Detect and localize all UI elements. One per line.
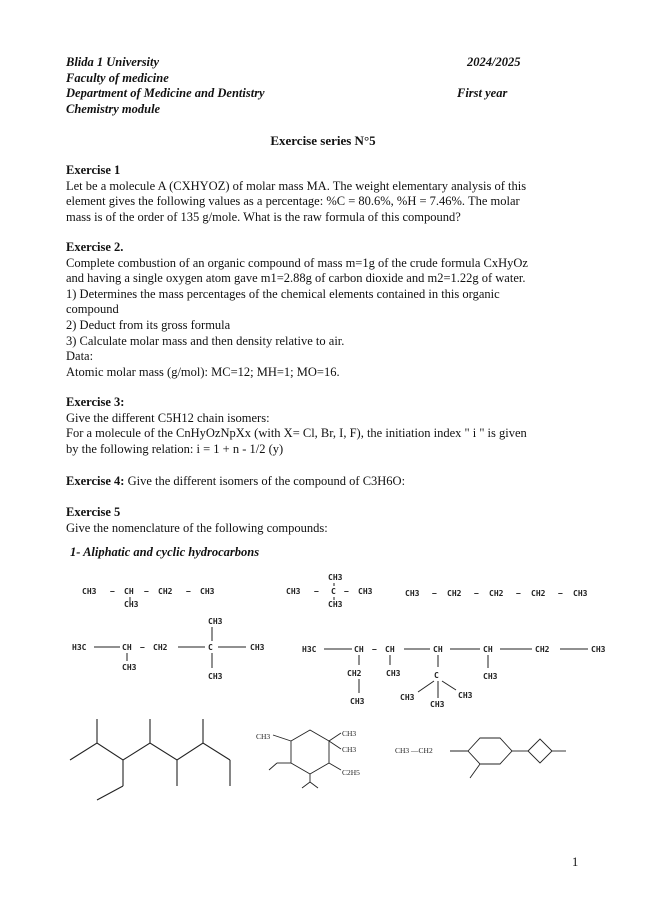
exercise-2-line: and having a single oxygen atom gave m1=2.88g of carbon dioxide and m2=1.22g of water. <box>66 271 526 286</box>
ch2-label: CH2 <box>158 587 173 596</box>
exercise-4-text: Give the different isomers of the compound of C3H6O: <box>124 474 406 488</box>
bond-dash: − <box>344 587 349 596</box>
ch-label: CH <box>124 587 134 596</box>
ch3-label: CH3 <box>358 587 373 596</box>
exercise-2-line: 1) Determines the mass percentages of the chemical elements contained in this organic <box>66 286 500 301</box>
exercise-1-heading: Exercise 1 <box>66 163 121 177</box>
ch-label: CH <box>122 643 132 652</box>
exercise-1-line: element gives the following values as a percentage: %C = 80.6%, %H = 7.46%. The molar <box>66 194 520 209</box>
ch3-label: CH3 <box>573 589 588 598</box>
ch3-label: CH3 <box>328 573 343 582</box>
bond-dash: − <box>186 587 191 596</box>
exercise-2-heading: Exercise 2. <box>66 240 124 254</box>
ch3-label: CH3 <box>386 669 401 678</box>
ch3-label: CH3 <box>256 732 271 741</box>
exercise-2-line: Data: <box>66 349 94 364</box>
c-label: C <box>331 587 336 596</box>
structure-8-rings <box>395 738 566 778</box>
c2h5-label: C2H5 <box>342 768 360 777</box>
exercise-3-line: For a molecule of the CnHyOzNpXx (with X= Cl, Br, I, F), the initiation index " i " is given <box>66 426 527 441</box>
ch-label: CH <box>385 645 395 654</box>
exercise-5-subheading: 1- Aliphatic and cyclic hydrocarbons <box>70 545 260 559</box>
bond-dash: − <box>558 589 563 598</box>
ch3-label: CH3 <box>591 645 606 654</box>
h3c-label: H3C <box>302 645 317 654</box>
exercise-2-line: Complete combustion of an organic compound of mass m=1g of the crude formula CxHyOz <box>66 255 528 270</box>
ch2-label: CH2 <box>535 645 550 654</box>
bond-dash: − <box>110 587 115 596</box>
ch-label: CH <box>433 645 443 654</box>
page-number: 1 <box>572 855 579 869</box>
ch3-label: CH3 <box>458 691 473 700</box>
exercise-3-heading: Exercise 3: <box>66 395 125 409</box>
ch3-label: CH3 <box>328 600 343 609</box>
ch-label: CH <box>483 645 493 654</box>
ch3-label: CH3 <box>342 745 357 754</box>
exercise-2-line: 3) Calculate molar mass and then density relative to air. <box>66 333 345 348</box>
exercise-1-line: mass is of the order of 135 g/mole. What is the raw formula of this compound? <box>66 209 461 224</box>
ch2-label: CH2 <box>447 589 462 598</box>
bond-dash: − <box>314 587 319 596</box>
ch3-label: CH3 <box>124 600 139 609</box>
structure-5 <box>302 645 606 709</box>
header-level: First year <box>457 86 508 100</box>
ch3-label: CH3 <box>200 587 215 596</box>
header-department: Department of Medicine and Dentistry <box>66 86 265 100</box>
bond-dash: − <box>144 587 149 596</box>
bond-dash: − <box>516 589 521 598</box>
ch3-label: CH3 <box>286 587 301 596</box>
ch3-label: CH3 <box>208 617 223 626</box>
ethyl-label: CH3 —CH2 <box>395 746 433 755</box>
structure-4 <box>72 617 265 681</box>
ch2-label: CH2 <box>489 589 504 598</box>
ch3-label: CH3 <box>250 643 265 652</box>
exercise-5-text: Give the nomenclature of the following compounds: <box>66 520 328 535</box>
ch3-label: CH3 <box>122 663 137 672</box>
exercise-2-line: compound <box>66 302 119 317</box>
ch2-label: CH2 <box>531 589 546 598</box>
c-label: C <box>434 671 439 680</box>
structure-1 <box>82 587 215 609</box>
structure-3 <box>405 589 588 598</box>
bond-dash: − <box>432 589 437 598</box>
structure-7-ring <box>256 729 360 788</box>
exercise-3-line: Give the different C5H12 chain isomers: <box>66 410 270 425</box>
c-label: C <box>208 643 213 652</box>
ch3-label: CH3 <box>405 589 420 598</box>
header-module: Chemistry module <box>66 101 161 116</box>
ch3-label: CH3 <box>350 697 365 706</box>
ch3-label: CH3 <box>208 672 223 681</box>
header-faculty: Faculty of medicine <box>66 70 169 85</box>
header-university: Blida 1 University <box>66 55 160 69</box>
exercise-4-heading: Exercise 4: <box>66 474 125 488</box>
page-title: Exercise series N°5 <box>270 133 376 148</box>
structure-6-skeletal <box>70 719 230 800</box>
header-year: 2024/2025 <box>467 55 521 69</box>
exercise-3-line: by the following relation: i = 1 + n - 1/2 (y) <box>66 441 284 456</box>
exercise-1-line: Let be a molecule A (CXHYOZ) of molar mass MA. The weight elementary analysis of this <box>66 178 527 193</box>
ch-label: CH <box>354 645 364 654</box>
h3c-label: H3C <box>72 643 87 652</box>
ch2-label: CH2 <box>153 643 168 652</box>
exercise-2-line: 2) Deduct from its gross formula <box>66 317 231 332</box>
bond-dash: − <box>372 645 377 654</box>
ch3-label: CH3 <box>342 729 357 738</box>
ch3-label: CH3 <box>82 587 97 596</box>
bond-dash: − <box>474 589 479 598</box>
bond-dash: − <box>140 643 145 652</box>
exercise-2-line: Atomic molar mass (g/mol): MC=12; MH=1; MO=16. <box>66 364 340 379</box>
exercise-5-heading: Exercise 5 <box>66 505 121 519</box>
ch3-label: CH3 <box>400 693 415 702</box>
ch3-label: CH3 <box>430 700 445 709</box>
ch3-label: CH3 <box>483 672 498 681</box>
structure-2 <box>286 573 373 609</box>
ch2-label: CH2 <box>347 669 362 678</box>
